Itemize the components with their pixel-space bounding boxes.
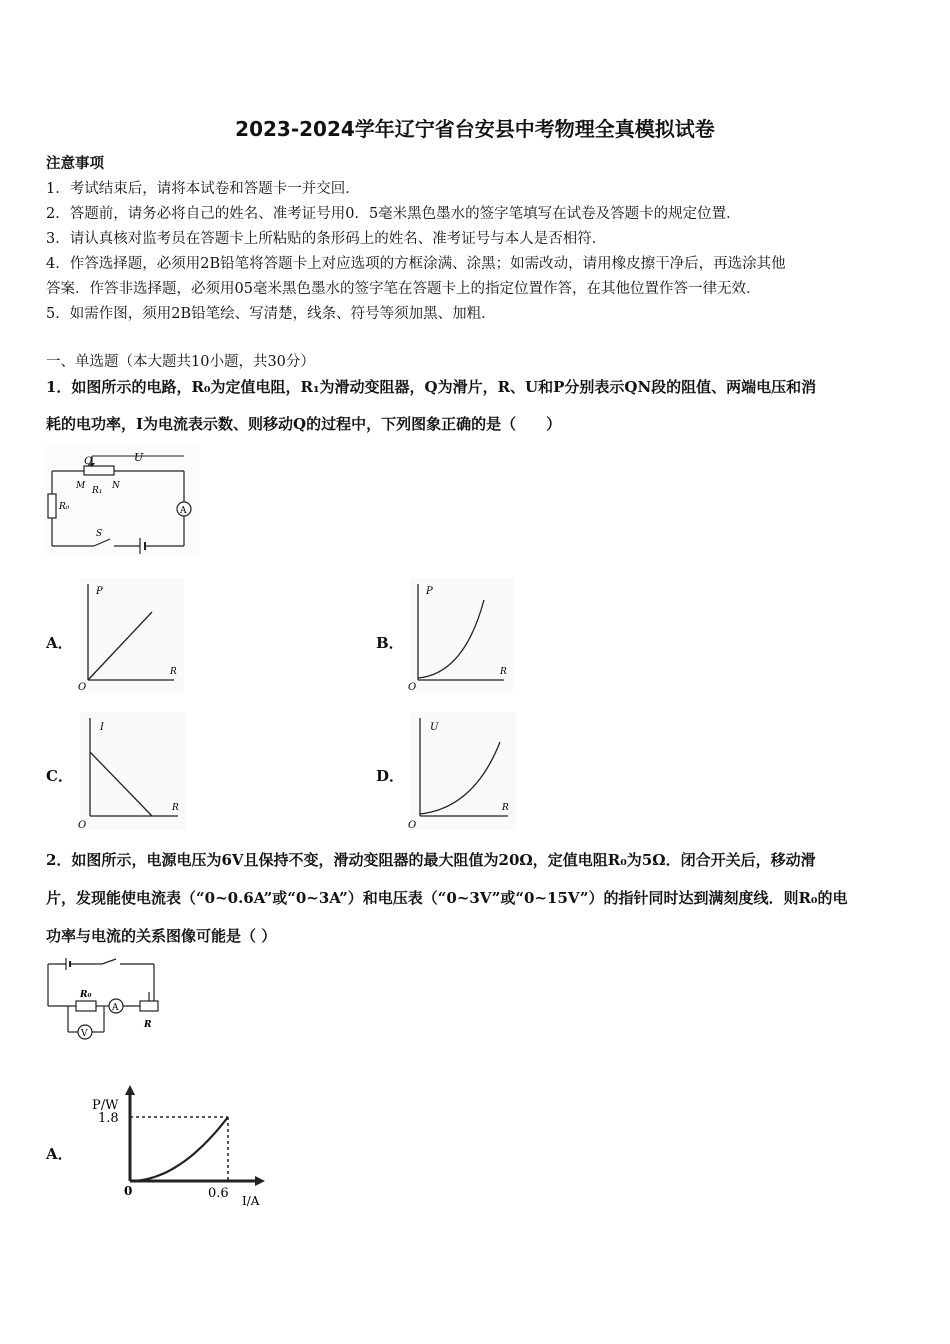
section-heading: 一、单选题（本大题共10小题，共30分） [46,354,315,370]
q1-circuit-diagram [44,446,200,554]
question-1-text: 耗的电功率，I为电流表示数、则移动Q的过程中，下列图象正确的是（ ） [46,415,562,433]
notice-item: 2．答题前，请务必将自己的姓名、准考证号用0．5毫米黑色墨水的签字笔填写在试卷及答题卡的规定位置． [46,206,741,222]
option-c-label: C． [46,767,73,785]
r1-label: R₁ [92,486,103,496]
q2-circuit-diagram [44,956,164,1046]
notice-heading: 注意事项 [46,155,104,172]
graph-a-xlabel: R [170,667,177,677]
r0-label: R₀ [59,502,70,512]
q-label: Q [84,456,93,467]
option-d-label: D． [376,767,405,785]
question-2-text: 片，发现能使电流表（“0~0.6A”或“0~3A”）和电压表（“0~3V”或“0~15V”）的指针同时达到满刻度线．则R₀的电 [46,889,848,907]
graph-a-origin: O [78,682,87,692]
m-label: M [76,481,86,491]
graph-b-origin: O [408,682,417,692]
q2-r-label: R [144,1020,152,1030]
q2-graph-a-curve [130,1117,228,1181]
u-label: U [134,451,144,464]
notice-item: 3．请认真核对监考员在答题卡上所粘贴的条形码上的姓名、准考证号与本人是否相符． [46,231,607,247]
n-label: N [112,481,120,491]
q1-option-b-graph [404,578,514,692]
ammeter-label: A [180,506,187,516]
graph-c-xlabel: R [172,803,179,813]
graph-d-xlabel: R [502,803,509,813]
q2-graph-a-xlabel: I/A [242,1194,260,1208]
q2-ammeter-label: A [112,1003,119,1013]
notice-item: 1．考试结束后，请将本试卷和答题卡一并交回． [46,181,360,197]
question-2-text: 2．如图所示，电源电压为6V且保持不变，滑动变阻器的最大阻值为20Ω，定值电阻R₀为5Ω．闭合开关后，移动滑 [46,851,816,869]
graph-b-ylabel: P [426,586,433,597]
q1-option-a-graph [74,578,184,692]
page-title: 2023-2024学年辽宁省台安县中考物理全真模拟试卷 [235,117,715,141]
s-label: S [96,529,103,539]
q2-graph-a-xtick: 0.6 [208,1186,229,1201]
graph-a-ylabel: P [96,586,103,597]
q2-option-a-graph [90,1085,270,1210]
graph-c-ylabel: I [100,722,104,733]
q2-voltmeter-label: V [81,1029,88,1039]
q1-option-c-graph [74,712,186,830]
graph-b-xlabel: R [500,667,507,677]
graph-d-ylabel: U [430,722,439,733]
question-1-text: 1．如图所示的电路，R₀为定值电阻，R₁为滑动变阻器，Q为滑片，R、U和P分别表示QN段的阻值、两端电压和消 [46,378,817,396]
q2-option-a-label: A． [46,1145,73,1163]
notice-item: 5．如需作图，须用2B铅笔绘、写清楚，线条、符号等须加黑、加粗． [46,306,496,322]
option-a-label: A． [46,634,73,652]
graph-d-origin: O [408,820,417,830]
graph-c-origin: O [78,820,87,830]
q2-graph-a-ytick: 1.8 [98,1111,119,1126]
q2-graph-a-origin: 0 [124,1184,133,1198]
notice-item: 4．作答选择题，必须用2B铅笔将答题卡上对应选项的方框涂满、涂黑；如需改动，请用橡皮擦干净后，再选涂其他 [46,256,786,272]
q1-option-d-graph [404,712,516,830]
notice-item: 答案．作答非选择题，必须用05毫米黑色墨水的签字笔在答题卡上的指定位置作答，在其他位置作答一律无效． [46,281,761,297]
q2-r0-label: R₀ [80,990,92,1000]
question-2-text: 功率与电流的关系图像可能是（ ） [46,927,277,945]
option-b-label: B． [376,634,404,652]
q2-graph-a-ylabel: P/W [92,1098,119,1113]
